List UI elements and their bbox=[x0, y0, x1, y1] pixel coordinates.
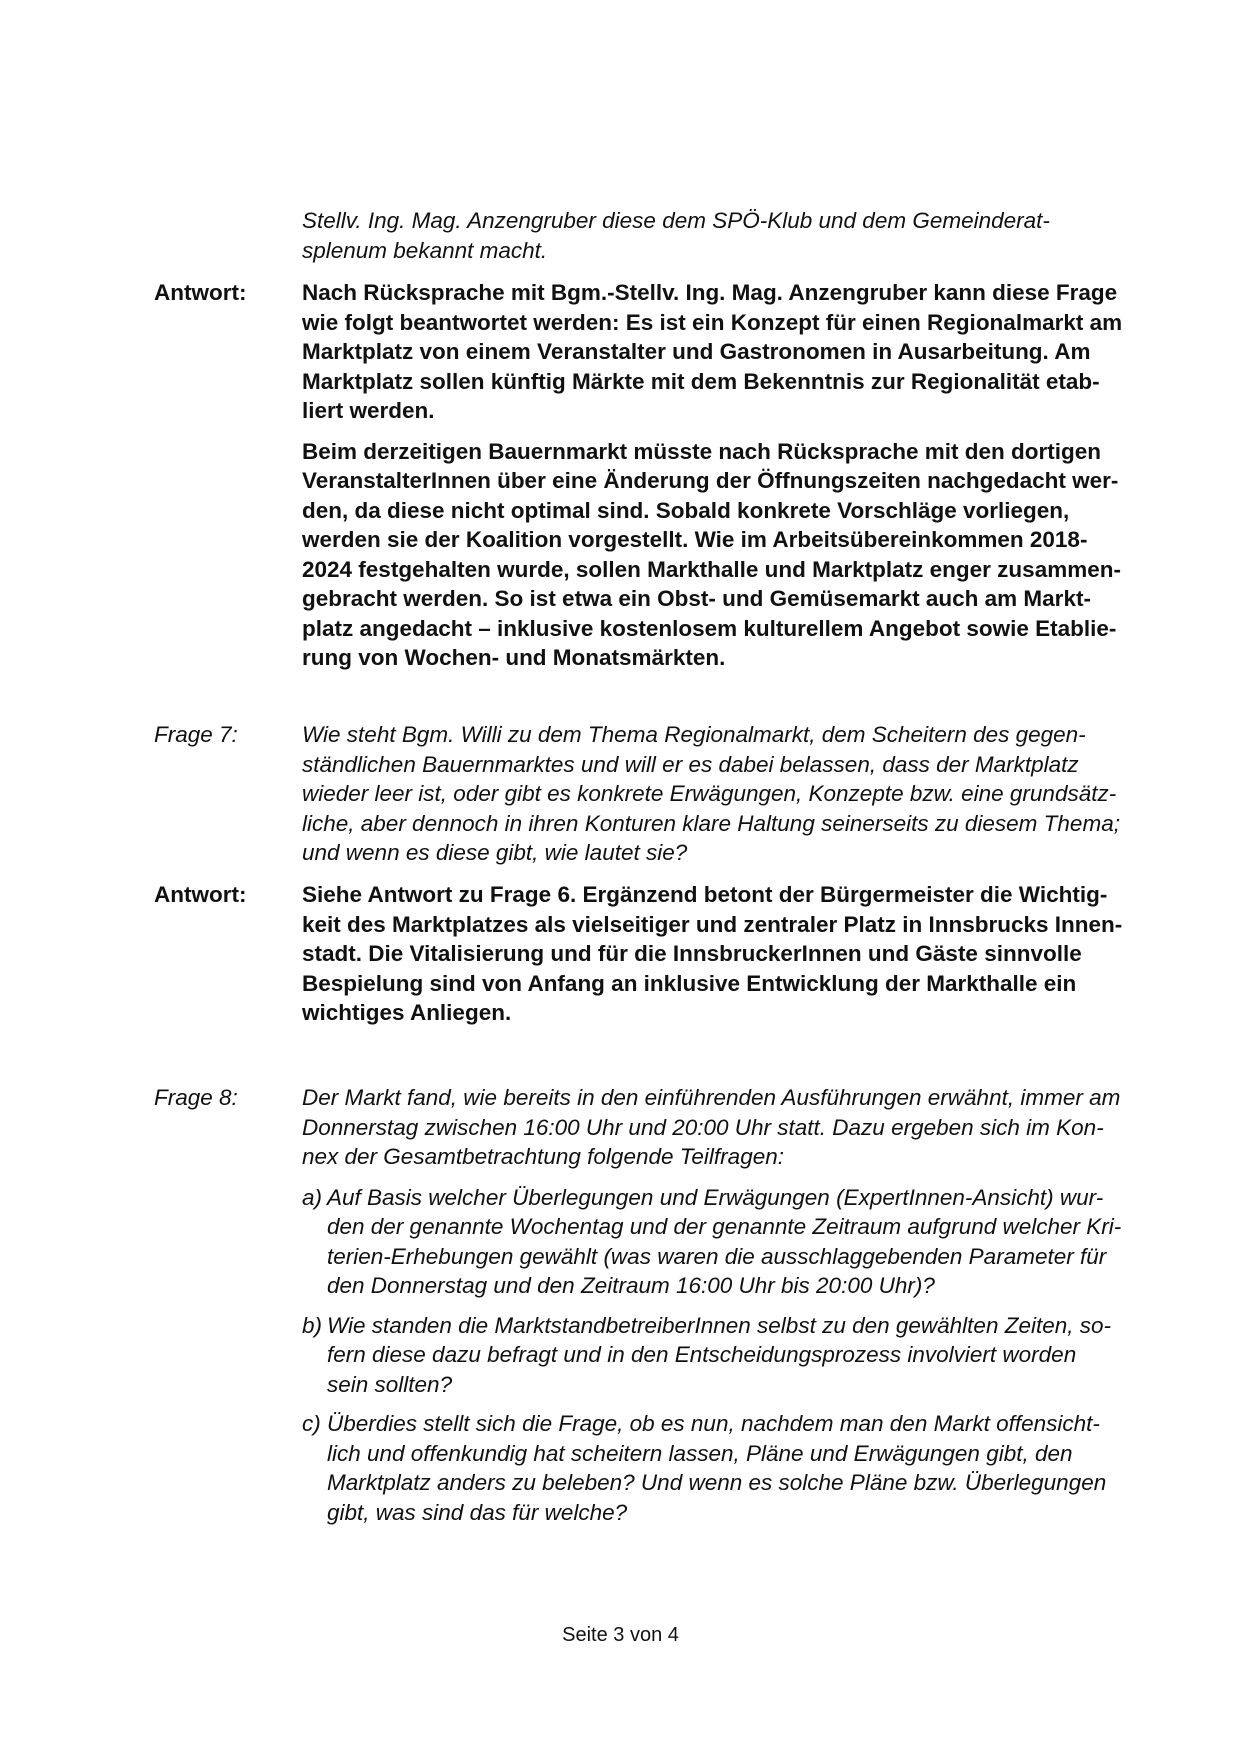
text-line: wie folgt beantwortet werden: Es ist ein Konzept für einen Regionalmarkt am bbox=[302, 309, 1123, 335]
text-line: 2024 festgehalten wurde, sollen Markthalle und Marktplatz enger zusammen- bbox=[302, 556, 1121, 582]
answer-6-text bbox=[302, 278, 1157, 673]
sub-question-b bbox=[302, 1311, 1157, 1400]
answer-label: Antwort: bbox=[154, 882, 247, 907]
text-line: terien-Erhebungen gewählt (was waren die ausschlaggebenden Parameter für bbox=[327, 1243, 1107, 1269]
text-line: Überdies stellt sich die Frage, ob es nun, nachdem man den Markt offensicht- bbox=[327, 1411, 1100, 1436]
text-line: Wie steht Bgm. Willi zu dem Thema Regionalmarkt, dem Scheitern des gegen- bbox=[302, 722, 1086, 747]
text-line: Siehe Antwort zu Frage 6. Ergänzend betont der Bürgermeister die Wichtig- bbox=[302, 882, 1108, 907]
text-line: Beim derzeitigen Bauernmarkt müsste nach Rücksprache mit den dortigen bbox=[302, 438, 1101, 464]
question-7-text bbox=[302, 720, 1157, 868]
sub-question-a bbox=[302, 1183, 1157, 1301]
text-line: platz angedacht – inklusive kostenlosem kulturellem Angebot sowie Etablie- bbox=[302, 615, 1117, 641]
text-line: fern diese dazu befragt und in den Entscheidungsprozess involviert worden bbox=[327, 1342, 1077, 1367]
text-line: liche, aber dennoch in ihren Konturen klare Haltung seinerseits zu diesem Thema; bbox=[302, 810, 1120, 836]
question-label: Frage 8: bbox=[154, 1085, 238, 1110]
text-line: werden sie der Koalition vorgestellt. Wie im Arbeitsübereinkommen 2018- bbox=[302, 527, 1088, 552]
sub-question-c bbox=[302, 1409, 1157, 1527]
continuation-text bbox=[302, 206, 1157, 265]
answer-7-text bbox=[302, 880, 1157, 1028]
text-line: gebracht werden. So ist etwa ein Obst- und Gemüsemarkt auch am Markt- bbox=[302, 586, 1091, 611]
text-line: VeranstalterInnen über eine Änderung der Öffnungszeiten nachgedacht wer- bbox=[302, 468, 1119, 493]
text-line: den der genannte Wochentag und der genannte Zeitraum aufgrund welcher Kri- bbox=[327, 1214, 1122, 1239]
answer-paragraph bbox=[302, 437, 1157, 673]
text-line: und wenn es diese gibt, wie lautet sie? bbox=[302, 840, 688, 865]
text-line: den Donnerstag und den Zeitraum 16:00 Uhr bis 20:00 Uhr)? bbox=[327, 1273, 935, 1298]
text-line: rung von Wochen- und Monatsmärkten. bbox=[302, 645, 726, 670]
question-intro bbox=[302, 1083, 1157, 1172]
text-line: Nach Rücksprache mit Bgm.-Stellv. Ing. Mag. Anzengruber kann diese Frage bbox=[302, 280, 1118, 305]
text-line: Marktplatz von einem Veranstalter und Gastronomen in Ausarbeitung. Am bbox=[302, 339, 1091, 364]
text-line: den, da diese nicht optimal sind. Sobald konkrete Vorschläge vorliegen, bbox=[302, 497, 1070, 523]
text-line: stadt. Die Vitalisierung und für die InnsbruckerInnen und Gäste sinnvolle bbox=[302, 941, 1082, 966]
text-line: Marktplatz sollen künftig Märkte mit dem Bekenntnis zur Regionalität etab- bbox=[302, 368, 1100, 394]
text-line: Wie standen die MarktstandbetreiberInnen selbst zu den gewählten Zeiten, so- bbox=[327, 1312, 1112, 1338]
text-line: splenum bekannt macht. bbox=[302, 237, 548, 263]
text-line: keit des Marktplatzes als vielseitiger und zentraler Platz in Innsbrucks Innen- bbox=[302, 911, 1123, 937]
text-line: Marktplatz anders zu beleben? Und wenn es solche Pläne bzw. Überlegungen bbox=[327, 1470, 1107, 1495]
text-line: gibt, was sind das für welche? bbox=[327, 1499, 628, 1525]
question-8-text bbox=[302, 1083, 1157, 1527]
question-label: Frage 7: bbox=[154, 722, 238, 747]
sub-question-marker: c) bbox=[302, 1411, 321, 1436]
text-line: Der Markt fand, wie bereits in den einführenden Ausführungen erwähnt, immer am bbox=[302, 1085, 1121, 1110]
text-line: sein sollten? bbox=[327, 1371, 453, 1397]
sub-question-marker: b) bbox=[302, 1312, 323, 1338]
answer-paragraph bbox=[302, 278, 1157, 426]
text-line: wieder leer ist, oder gibt es konkrete Erwägungen, Konzepte bzw. eine grundsätz- bbox=[302, 781, 1117, 806]
text-line: nex der Gesamtbetrachtung folgende Teilfragen: bbox=[302, 1144, 784, 1169]
answer-label: Antwort: bbox=[154, 280, 247, 305]
text-line: ständlichen Bauernmarktes und will er es dabei belassen, dass der Marktplatz bbox=[302, 751, 1079, 777]
text-line: liert werden. bbox=[302, 398, 435, 423]
page-number: Seite 3 von 4 bbox=[562, 1624, 679, 1646]
sub-question-marker: a) bbox=[302, 1184, 323, 1210]
text-line: wichtiges Anliegen. bbox=[302, 1000, 512, 1025]
text-line: Donnerstag zwischen 16:00 Uhr und 20:00 Uhr statt. Dazu ergeben sich im Kon- bbox=[302, 1114, 1104, 1140]
text-line: Stellv. Ing. Mag. Anzengruber diese dem SPÖ-Klub und dem Gemeinderat- bbox=[302, 208, 1050, 233]
text-line: Bespielung sind von Anfang an inklusive Entwicklung der Markthalle ein bbox=[302, 970, 1077, 996]
text-line: Auf Basis welcher Überlegungen und Erwägungen (ExpertInnen-Ansicht) wur- bbox=[327, 1184, 1104, 1210]
text-line: lich und offenkundig hat scheitern lassen, Pläne und Erwägungen gibt, den bbox=[327, 1440, 1073, 1466]
sub-question-list bbox=[302, 1183, 1157, 1528]
